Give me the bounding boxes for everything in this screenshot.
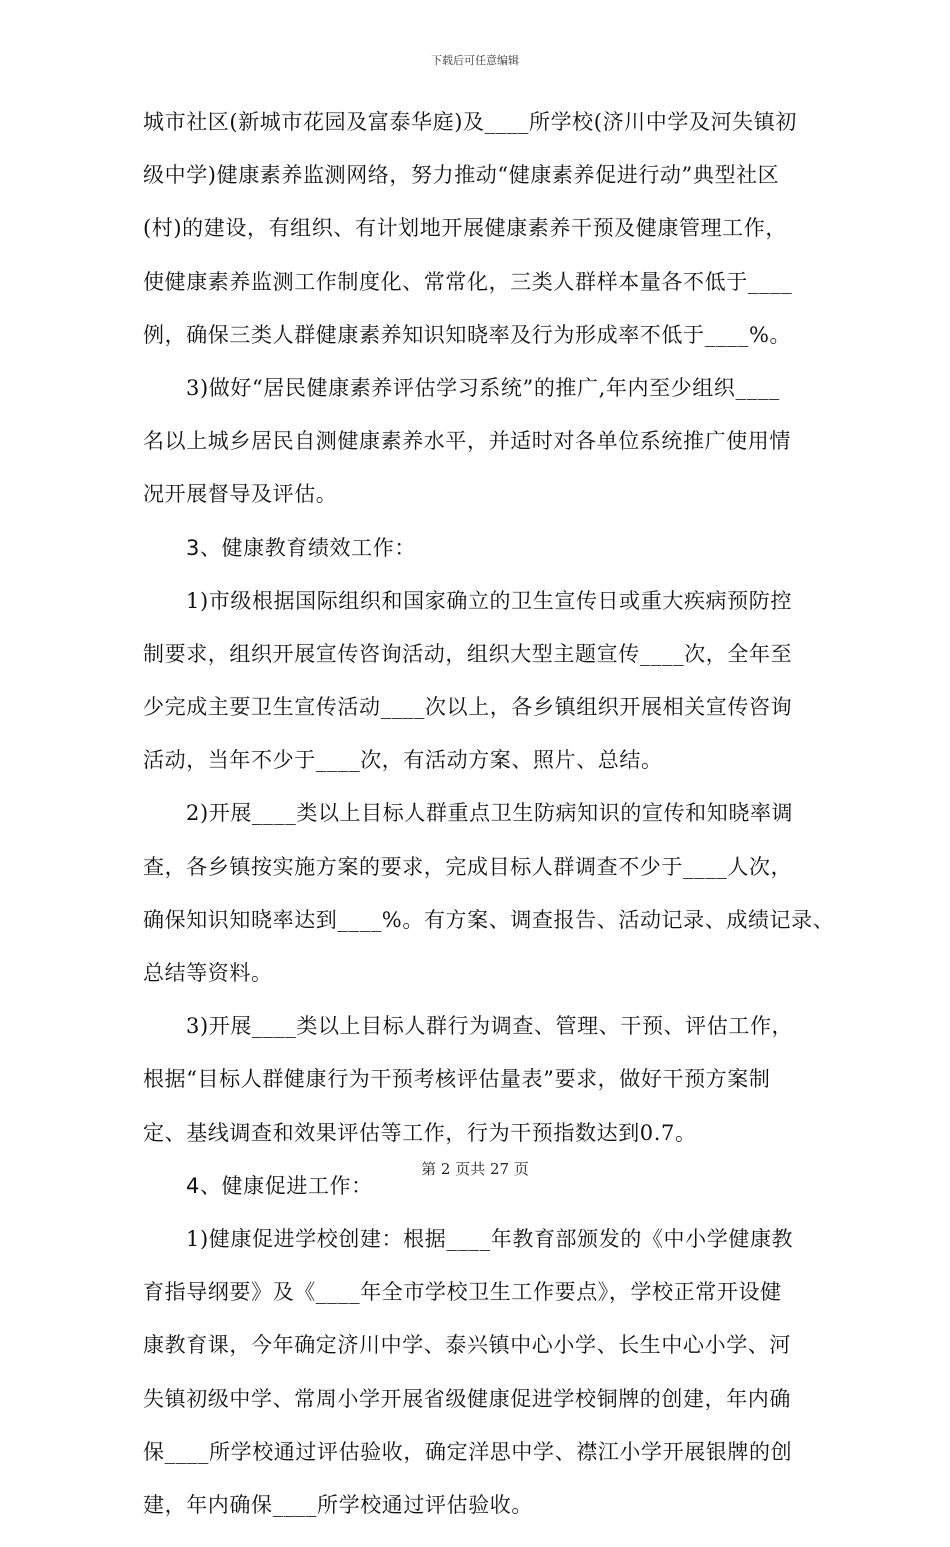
body-line: 确保知识知晓率达到____%。有方案、调查报告、活动记录、成绩记录、 [143, 907, 835, 932]
body-line: (村)的建设，有组织、有计划地开展健康素养干预及健康管理工作， [143, 216, 787, 241]
body-line: 活动，当年不少于____次，有活动方案、照片、总结。 [143, 748, 663, 773]
body-line: 城市社区(新城市花园及富泰华庭)及____所学校(济川中学及河失镇初 [143, 110, 797, 134]
body-line: 例，确保三类人群健康素养知识知晓率及行为形成率不低于____%。 [143, 322, 792, 347]
body-line: 定、基线调查和效果评估等工作，行为干预指数达到0.7。 [143, 1120, 697, 1145]
page-footer: 第 2 页共 27 页 [421, 1160, 529, 1178]
body-line: 根据“目标人群健康行为干预考核评估量表”要求，做好干预方案制 [143, 1067, 771, 1092]
body-line: 康教育课，今年确定济川中学、泰兴镇中心小学、长生中心小学、河 [143, 1333, 791, 1358]
body-line: 况开展督导及评估。 [143, 482, 338, 507]
body-line: 名以上城乡居民自测健康素养水平，并适时对各单位系统推广使用情 [143, 429, 791, 454]
body-line: 查，各乡镇按实施方案的要求，完成目标人群调查不少于____人次， [143, 854, 793, 879]
body-line: 1)健康促进学校创建：根据____年教育部颁发的《中小学健康教 [186, 1226, 794, 1251]
section-heading: 3、健康教育绩效工作： [186, 535, 416, 560]
body-line: 制要求，组织开展宣传咨询活动，组织大型主题宣传____次，全年至 [143, 641, 793, 666]
body-line: 育指导纲要》及《____年全市学校卫生工作要点》，学校正常开设健 [143, 1280, 782, 1305]
document-body [143, 110, 835, 1547]
body-line: 保____所学校通过评估验收，确定洋思中学、襟江小学开展银牌的创 [143, 1439, 793, 1464]
body-line: 3)开展____类以上目标人群行为调查、管理、干预、评估工作， [186, 1014, 794, 1039]
body-line: 2)开展____类以上目标人群重点卫生防病知识的宣传和知晓率调 [186, 801, 794, 826]
body-line: 级中学)健康素养监测网络，努力推动“健康素养促进行动”典型社区 [143, 163, 780, 188]
body-line: 3)做好“居民健康素养评估学习系统”的推广,年内至少组织____ [186, 375, 780, 400]
body-line: 少完成主要卫生宣传活动____次以上，各乡镇组织开展相关宣传咨询 [143, 695, 793, 720]
page-header: 下载后可任意编辑 [431, 54, 519, 67]
body-line: 总结等资料。 [143, 961, 273, 985]
body-line: 使健康素养监测工作制度化、常常化，三类人群样本量各不低于____ [143, 269, 793, 294]
body-line: 失镇初级中学、常周小学开展省级健康促进学校铜牌的创建，年内确 [143, 1386, 791, 1411]
body-line: 1)市级根据国际组织和国家确立的卫生宣传日或重大疾病预防控 [186, 588, 792, 613]
section-heading: 4、健康促进工作： [186, 1173, 373, 1198]
body-line: 建，年内确保____所学校通过评估验收。 [143, 1492, 533, 1517]
